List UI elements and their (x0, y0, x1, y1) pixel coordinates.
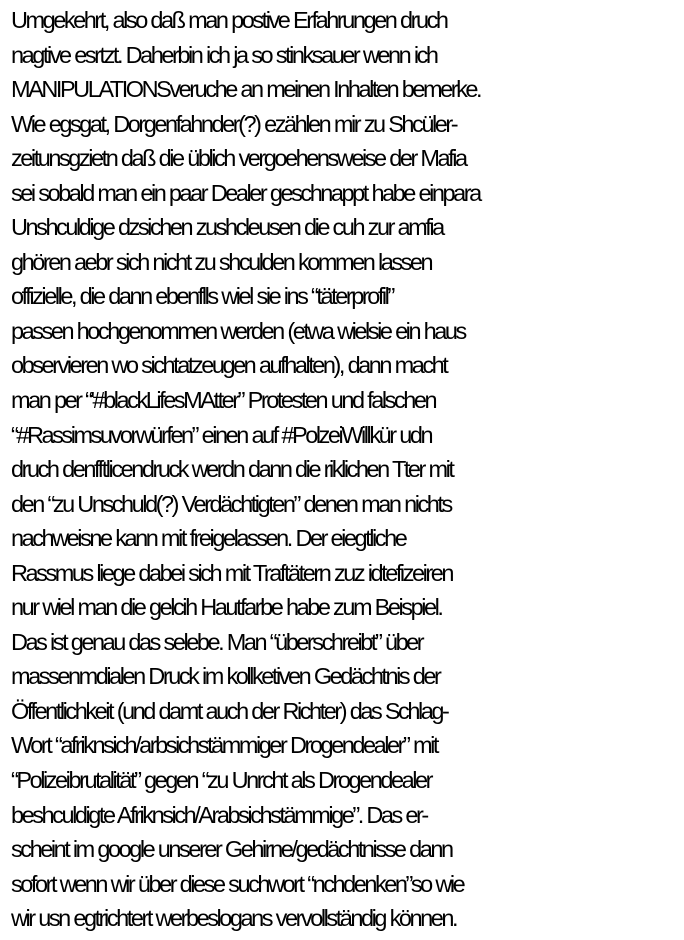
text-line: “#Rassimsuvorwürfen” einen auf #PolzeiWillkür udn (11, 421, 432, 448)
text-line: zeitunsgzietn daß die üblich vergoehensweise der Mafia (11, 145, 466, 172)
text-line: ghören aebr sich nicht zu shculden kommen lassen (11, 248, 432, 275)
text-line: passen hochgenommen werden (etwa wielsie ein haus (11, 317, 465, 344)
text-line: Unshculdige dzsichen zushcleusen die cuh zur amfia (11, 214, 443, 241)
text-line: man per “'#blackLifesMAtter” Protesten und falschen (11, 387, 436, 414)
text-line: observieren wo sichtatzeugen aufhalten), dann macht (11, 352, 447, 379)
text-line: Öffentlichkeit (und damt auch der Richter) das Schlag- (11, 697, 448, 724)
text-line: den “zu Unschuld(?) Verdächtigten” denen man nichts (11, 490, 451, 517)
text-line: MANIPULATIONSveruche an meinen Inhalten bemerke. (11, 76, 481, 103)
text-line: beshculdigte Afriknsich/Arabsichstämmige”. Das er- (11, 801, 427, 828)
text-line: nachweisne kann mit freigelassen. Der eiegtliche (11, 525, 406, 552)
text-line: sofort wenn wir über diese suchwort “nchdenken”so wie (11, 870, 464, 897)
text-line: Das ist genau das selebe. Man “überschreibt” über (11, 628, 423, 655)
text-line: Wort “afriknsich/arbsichstämmiger Drogendealer” mit (11, 732, 437, 759)
text-line: massenmdialen Druck im kollketiven Gedächtnis der (11, 663, 440, 690)
text-line: nagtive esrtzt. Daherbin ich ja so stinksauer wenn ich (11, 41, 437, 68)
text-line: offizielle, die dann ebenflls wiel sie ins “täterprofil” (11, 283, 393, 310)
text-line: Wie egsgat, Dorgenfahnder(?) ezählen mir zu Shcüler- (11, 110, 457, 137)
text-line: nur wiel man die gelcih Hautfarbe habe zum Beispiel. (11, 594, 442, 621)
text-line: wir usn egtrichtert werbeslogans vervollständig können. (11, 905, 457, 932)
text-line: Rassmus liege dabei sich mit Traftätern zuz idtefizeiren (11, 559, 452, 586)
text-line: “Polizeibrutalität” gegen “zu Unrcht als Drogendealer (11, 767, 431, 794)
text-line: scheint im google unserer Gehirne/gedächtnisse dann (11, 836, 452, 863)
text-line: Umgekehrt, also daß man postive Erfahrungen druch (11, 7, 447, 33)
text-line: sei sobald man ein paar Dealer geschnappt habe einpara (11, 179, 480, 206)
text-line: druch denfftlicendruck werdn dann die riklichen Tter mit (11, 456, 453, 483)
